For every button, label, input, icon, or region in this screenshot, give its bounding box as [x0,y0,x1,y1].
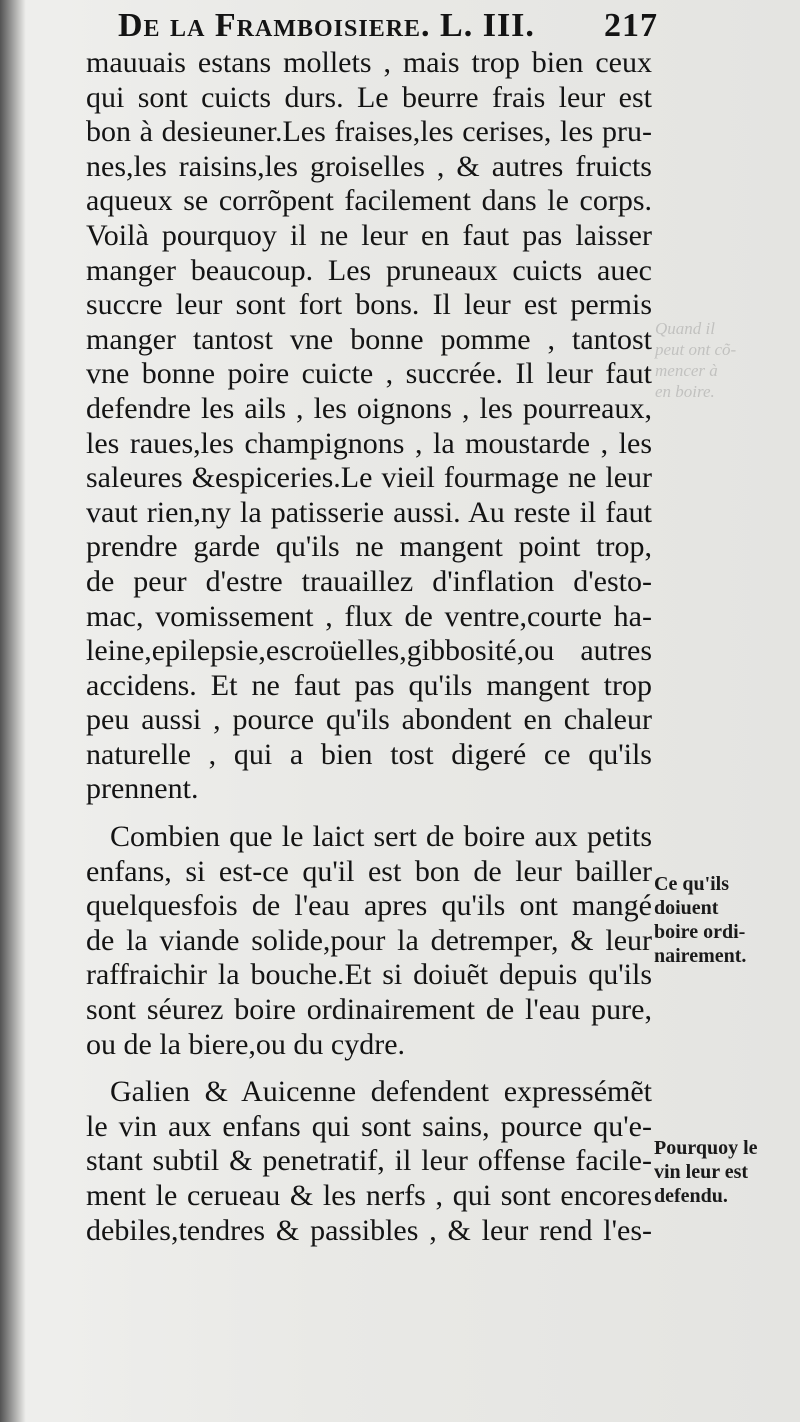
text-line: le vin aux enfans qui sont sains, pource qu'e- [86,1109,652,1143]
margin-note-line: vin leur est [654,1161,749,1183]
text-line: Voilà pourquoy il ne leur en faut pas laisser [86,218,652,252]
text-line: debiles,tendres & passibles , & leur rend l'es- [86,1213,652,1247]
text-line: vaut rien,ny la patisserie aussi. Au reste il faut [86,495,652,529]
text-line: defendre les ails , les oignons , les pourreaux, [86,391,652,425]
text-line: prennent. [86,772,199,806]
text-line: nes,les raisins,les groiselles , & autres fruicts [86,149,652,183]
page-number: 217 [604,7,658,44]
bleed-through-line: mencer à [655,361,718,380]
text-line: sont séurez boire ordinairement de l'eau pure, [86,993,652,1027]
paragraph-1 [86,46,652,807]
text-line: stant subtil & penetratif, il leur offense facile- [86,1144,652,1178]
margin-note-line: boire ordi- [654,921,746,943]
bleed-through-line: peut ont cõ- [655,340,737,359]
text-line: ment le cerueau & les nerfs , qui sont encores [86,1179,652,1212]
text-line: vne bonne poire cuicte , succrée. Il leur faut [86,357,652,391]
margin-note-line: doiuent [654,897,719,919]
text-line: qui sont cuicts durs. Le beurre frais leur est [86,80,652,114]
text-line: prendre garde qu'ils ne mangent point trop, [86,530,652,564]
text-line: mauuais estans mollets , mais trop bien ceux [86,46,652,79]
text-line: Combien que le laict sert de boire aux petits [110,820,652,854]
bleed-through-line: Quand il [655,319,715,338]
paragraph-2 [86,820,652,1062]
text-line: de peur d'estre trauaillez d'inflation d'esto- [86,564,652,598]
text-line: succre leur sont fort bons. Il leur est permis [86,288,652,322]
margin-note-line: nairement. [654,945,747,967]
text-line: naturelle , qui a bien tost digeré ce qu'ils [86,737,652,771]
margin-note-line: defendu. [654,1185,728,1207]
running-head [118,6,658,46]
text-line: de la viande solide,pour la detremper, & leur [86,923,652,957]
margin-note-line: Pourquoy le [654,1137,758,1159]
text-line: manger tantost vne bonne pomme , tantost [86,322,652,356]
text-line: aqueux se corrõpent facilement dans le corps. [86,184,652,218]
bleed-through-note [655,318,775,402]
gutter-shadow [0,0,26,1422]
text-line: ou de la biere,ou du cydre. [86,1027,406,1061]
text-line: leine,epilepsie,escroüelles,gibbosité,ou autres [86,634,652,668]
text-line: peu aussi , pource qu'ils abondent en chaleur [86,703,652,737]
running-head-title: De la Framboisiere. L. III. [118,7,535,44]
text-line: saleures &espiceries.Le vieil fourmage ne leur [86,461,652,495]
margin-note-drinking [654,872,746,968]
text-line: accidens. Et ne faut pas qu'ils mangent trop [86,668,652,702]
text-line: raffraichir la bouche.Et si doiuẽt depuis qu'ils [86,958,652,992]
text-line: mac, vomissement , flux de ventre,courte ha- [86,599,652,633]
text-line: les raues,les champignons , la moustarde , les [86,426,652,460]
margin-note-line: Ce qu'ils [654,873,730,895]
text-line: Galien & Auicenne defendent expressémẽt [110,1075,652,1109]
paragraph-3 [86,1075,652,1248]
main-text [86,46,652,1248]
bleed-through-line: en boire. [655,382,715,401]
margin-note-wine [654,1136,758,1208]
text-line: manger beaucoup. Les pruneaux cuicts auec [86,253,652,287]
text-line: quelquesfois de l'eau apres qu'ils ont mangé [86,889,652,923]
text-line: enfans, si est-ce qu'il est bon de leur bailler [86,854,652,888]
text-line: bon à desieuner.Les fraises,les cerises, les pru- [86,115,652,149]
